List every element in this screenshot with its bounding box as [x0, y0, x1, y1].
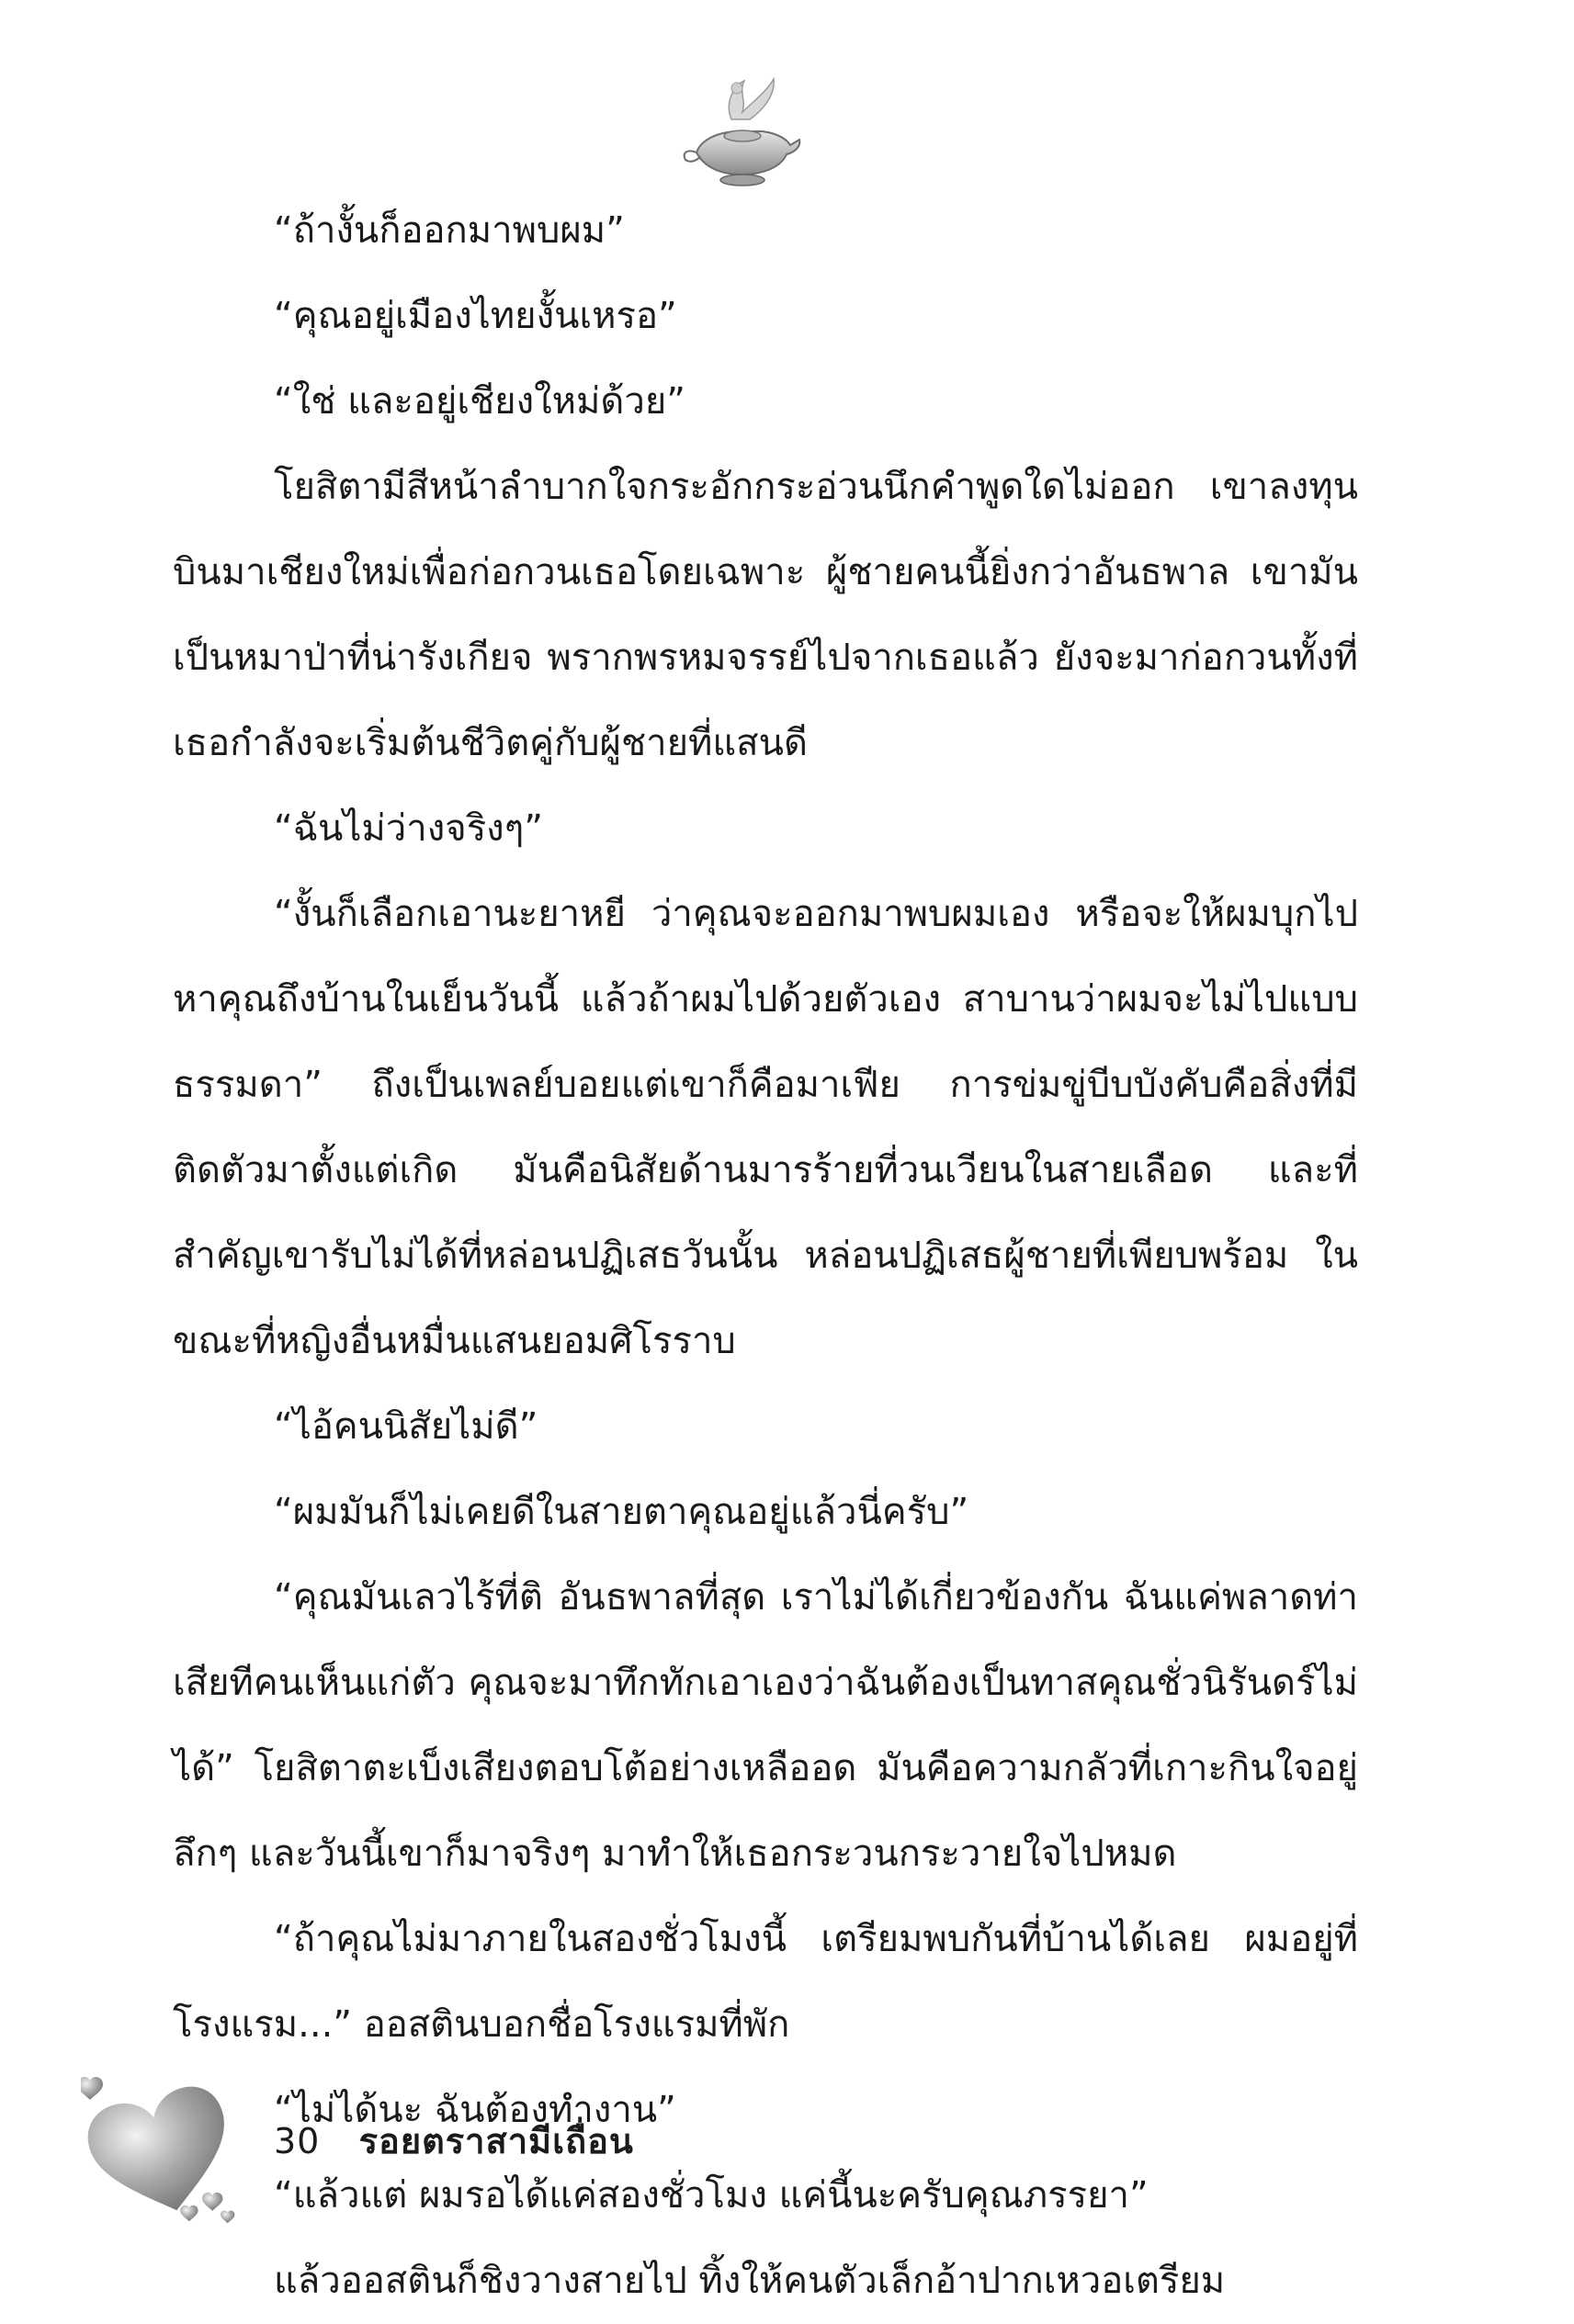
page-footer — [274, 2113, 634, 2169]
paragraph: “คุณมันเลวไร้ที่ติ อันธพาลที่สุด เราไม่ได้เกี่ยวข้องกัน ฉันแค่พลาดท่าเสียทีคนเห็นแก่ตัว คุณจะมาทึกทักเอาเองว่าฉันต้องเป็นทาสคุณชั่วนิรันดร์ไม่ได้” โยสิตาตะเบ็งเสียงตอบโต้อย่างเหลืออด มันคือความกลัวที่เกาะกินใจอยู่ลึกๆ และวันนี้เขาก็มาจริงๆ มาทำให้เธอกระวนกระวายใจไปหมด — [173, 1576, 1358, 1875]
paragraph: “ใช่ และอยู่เชียงใหม่ด้วย” — [274, 380, 686, 423]
book-title: รอยตราสามีเถื่อน — [358, 2121, 634, 2161]
magic-lamp-icon — [678, 64, 807, 202]
paragraph: แล้วออสตินก็ชิงวางสายไป ทิ้งให้คนตัวเล็กอ้าปากเหวอเตรียม — [274, 2260, 1226, 2302]
paragraph: “ถ้าคุณไม่มาภายในสองชั่วโมงนี้ เตรียมพบกันที่บ้านได้เลย ผมอยู่ที่โรงแรม...” ออสตินบอกชื่อโรงแรมที่พัก — [173, 1918, 1358, 2046]
paragraph: โยสิตามีสีหน้าลำบากใจกระอักกระอ่วนนึกคำพูดใดไม่ออก เขาลงทุนบินมาเชียงใหม่เพื่อก่อกวนเธอโดยเฉพาะ ผู้ชายคนนี้ยิ่งกว่าอันธพาล เขามันเป็นหมาป่าที่น่ารังเกียจ พรากพรหมจรรย์ไปจากเธอแล้ว ยังจะมาก่อกวนทั้งที่เธอกำลังจะเริ่มต้นชีวิตคู่กับผู้ชายที่แสนดี — [173, 466, 1358, 764]
body-text — [173, 188, 1358, 2324]
paragraph: “ไอ้คนนิสัยไม่ดี” — [274, 1405, 538, 1448]
paragraph: “ถ้างั้นก็ออกมาพบผม” — [274, 209, 625, 252]
paragraph: “ไม่ได้นะ ฉันต้องทำงาน” — [274, 2089, 676, 2131]
paragraph: “แล้วแต่ ผมรอได้แค่สองชั่วโมง แค่นี้นะครับคุณภรรยา” — [274, 2174, 1149, 2217]
hearts-icon — [81, 2074, 246, 2230]
page-number: 30 — [274, 2121, 321, 2161]
paragraph: “ผมมันก็ไม่เคยดีในสายตาคุณอยู่แล้วนี่ครับ” — [274, 1491, 969, 1533]
paragraph: “คุณอยู่เมืองไทยงั้นเหรอ” — [274, 295, 677, 337]
paragraph: “งั้นก็เลือกเอานะยาหยี ว่าคุณจะออกมาพบผมเอง หรือจะให้ผมบุกไปหาคุณถึงบ้านในเย็นวันนี้ แล้วถ้าผมไปด้วยตัวเอง สาบานว่าผมจะไม่ไปแบบธรรมดา” ถึงเป็นเพลย์บอยแต่เขาก็คือมาเฟีย การข่มขู่บีบบังคับคือสิ่งที่มีติดตัวมาตั้งแต่เกิด มันคือนิสัยด้านมารร้ายที่วนเวียนในสายเลือด และที่สำคัญเขารับไม่ได้ที่หล่อนปฏิเสธวันนั้น หล่อนปฏิเสธผู้ชายที่เพียบพร้อม ในขณะที่หญิงอื่นหมื่นแสนยอมศิโรราบ — [173, 893, 1358, 1362]
paragraph: “ฉันไม่ว่างจริงๆ” — [274, 807, 543, 850]
